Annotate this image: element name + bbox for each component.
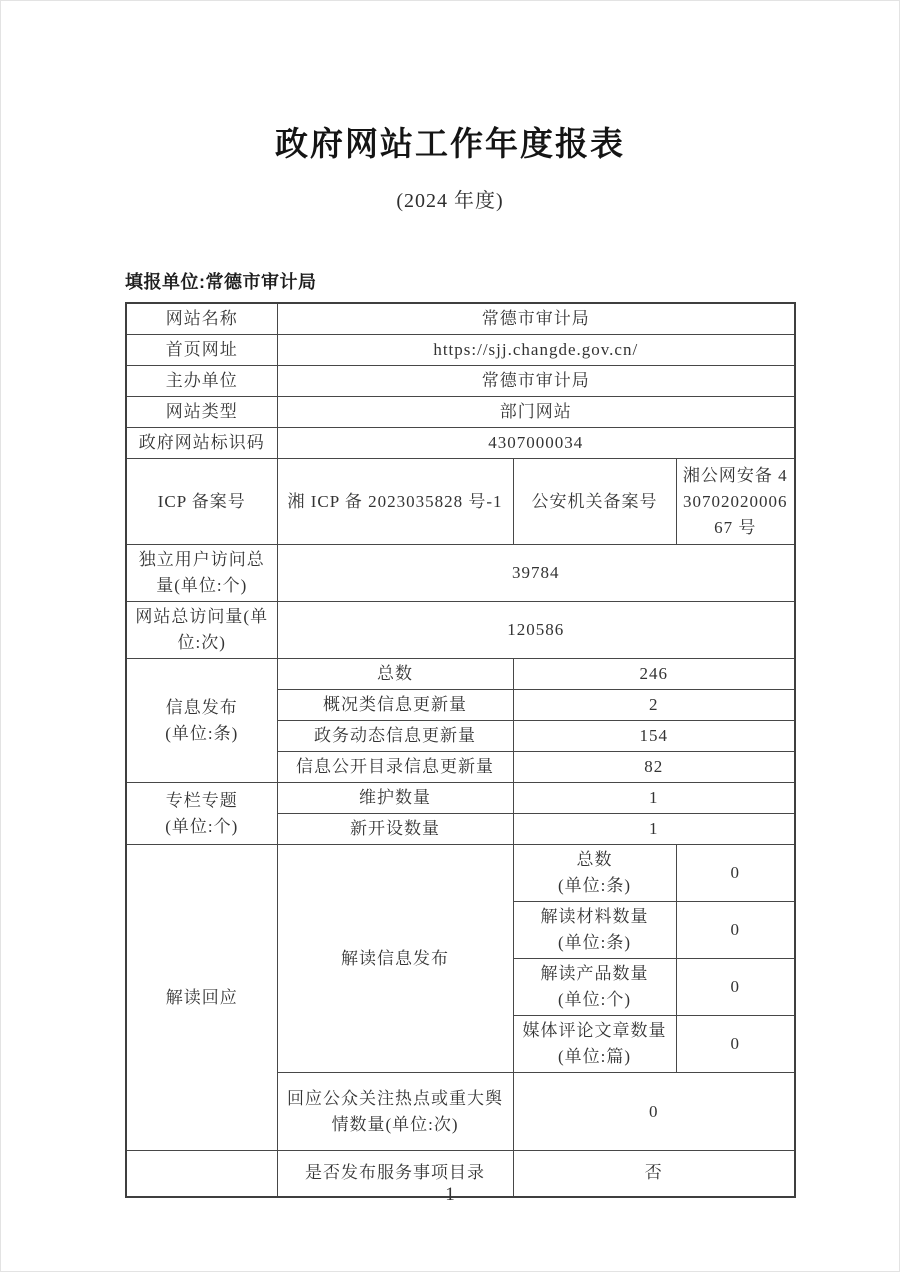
table-row [126,602,795,659]
media-comments-name: 媒体评论文章数量 [522,1021,667,1040]
table-row [126,459,795,545]
new-columns-value: 1 [513,814,795,845]
homepage-url-label: 首页网址 [126,335,277,366]
interp-materials-name: 解读材料数量 [540,907,649,926]
info-publish-unit: (单位:条) [165,723,239,743]
table-row [126,428,795,459]
total-visits-value: 120586 [277,602,795,659]
interpretation-publish-label: 解读信息发布 [277,845,513,1073]
interp-products-value: 0 [676,959,795,1016]
special-columns-unit: (单位:个) [165,816,239,836]
interp-materials-label [513,902,676,959]
unique-visitors-value: 39784 [277,545,795,602]
interpretation-section-label: 解读回应 [126,845,277,1151]
table-row [126,397,795,428]
overview-update-label: 概况类信息更新量 [277,690,513,721]
info-total-value: 246 [513,659,795,690]
organizer-value: 常德市审计局 [277,366,795,397]
table-row [126,783,795,814]
table-row [126,845,795,902]
table-row [126,545,795,602]
organizer-label: 主办单位 [126,366,277,397]
special-columns-name: 专栏专题 [165,790,238,810]
page-subtitle: (2024 年度) [396,190,504,212]
site-code-label: 政府网站标识码 [126,428,277,459]
annual-report-table [125,302,796,1198]
total-visits-label: 网站总访问量(单位:次) [126,602,277,659]
icp-record-label: ICP 备案号 [126,459,277,545]
maintained-count-value: 1 [513,783,795,814]
interp-products-name: 解读产品数量 [540,964,649,983]
site-code-value: 4307000034 [277,428,795,459]
hotspot-response-label: 回应公众关注热点或重大舆情数量(单位:次) [277,1073,513,1151]
info-total-label: 总数 [277,659,513,690]
interp-products-label [513,959,676,1016]
interp-total-label [513,845,676,902]
info-publish-name: 信息发布 [165,697,238,717]
police-record-value: 湘公网安备 43070202000667 号 [676,459,795,545]
table-row [126,659,795,690]
interp-products-unit: (单位:个) [557,990,632,1009]
interp-materials-value: 0 [676,902,795,959]
overview-update-value: 2 [513,690,795,721]
table-row [126,366,795,397]
table-row [126,303,795,335]
icp-record-value: 湘 ICP 备 2023035828 号-1 [277,459,513,545]
maintained-count-label: 维护数量 [277,783,513,814]
disclosure-update-label: 信息公开目录信息更新量 [277,752,513,783]
site-type-value: 部门网站 [277,397,795,428]
service-directory-label: 是否发布服务事项目录 [277,1151,513,1197]
page-number: 1 [445,1184,455,1205]
table-row [126,335,795,366]
media-comments-value: 0 [676,1016,795,1073]
gov-news-update-value: 154 [513,721,795,752]
reporting-unit-label: 填报单位:常德市审计局 [125,272,317,292]
interp-total-unit: (单位:条) [557,876,632,895]
site-name-value: 常德市审计局 [277,303,795,335]
info-publish-section-label [126,659,277,783]
unique-visitors-label: 独立用户访问总量(单位:个) [126,545,277,602]
disclosure-update-value: 82 [513,752,795,783]
interp-total-name: 总数 [576,850,613,869]
site-name-label: 网站名称 [126,303,277,335]
interp-materials-unit: (单位:条) [557,933,632,952]
hotspot-response-value: 0 [513,1073,795,1151]
police-record-label: 公安机关备案号 [513,459,676,545]
special-columns-section-label [126,783,277,845]
interp-total-value: 0 [676,845,795,902]
service-directory-value: 否 [513,1151,795,1197]
gov-news-update-label: 政务动态信息更新量 [277,721,513,752]
media-comments-unit: (单位:篇) [557,1047,632,1066]
site-type-label: 网站类型 [126,397,277,428]
page-title: 政府网站工作年度报表 [275,125,625,162]
new-columns-label: 新开设数量 [277,814,513,845]
homepage-url-value: https://sjj.changde.gov.cn/ [277,335,795,366]
media-comments-label [513,1016,676,1073]
